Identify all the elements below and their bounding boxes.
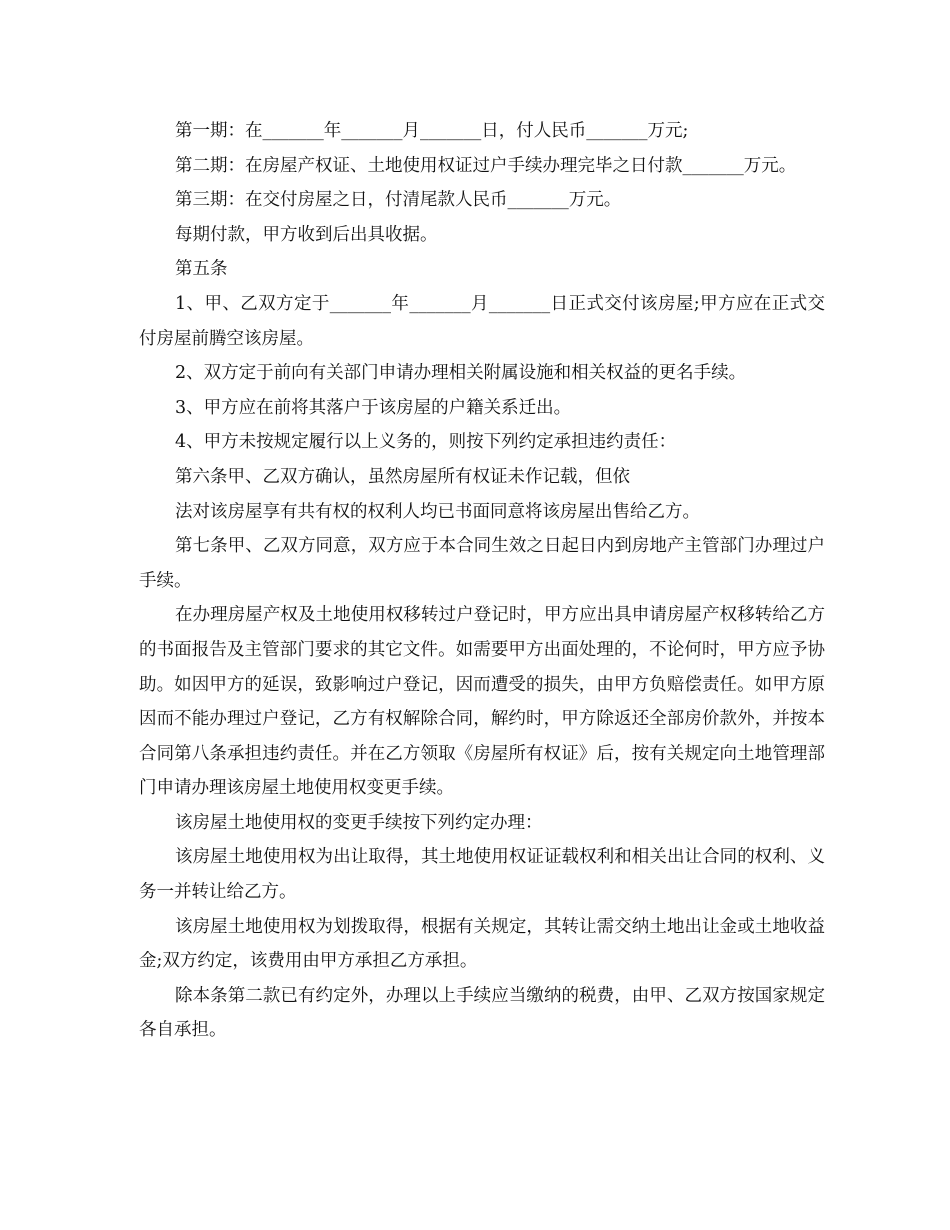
- paragraph-receipt: 每期付款，甲方收到后出具收据。: [175, 224, 438, 245]
- paragraph-land-allocation: 该房屋土地使用权为划拨取得，根据有关规定，其转让需交纳土地出让金或土地收益金;双方约定，该费用由甲方承担乙方承担。: [139, 916, 825, 972]
- article-6-line-1: 第六条甲、乙双方确认，虽然房屋所有权证未作记载，但依: [175, 466, 630, 487]
- paragraph-payment-3: 第三期：在交付房屋之日，付清尾款人民币_______万元。: [175, 190, 622, 211]
- paragraph-land-grant: 该房屋土地使用权为出让取得，其土地使用权证证载权利和相关出让合同的权利、义务一并转让给乙方。: [139, 847, 825, 903]
- article-5-item-4: 4、甲方未按规定履行以上义务的，则按下列约定承担违约责任：: [175, 432, 677, 453]
- article-5-item-1: 1、甲、乙双方定于_______年_______月_______日正式交付该房屋;甲方应在正式交付房屋前腾空该房屋。: [139, 293, 825, 349]
- paragraph-land-change-intro: 该房屋土地使用权的变更手续按下列约定办理：: [175, 812, 543, 833]
- article-6-line-2: 法对该房屋享有共有权的权利人均已书面同意将该房屋出售给乙方。: [175, 501, 700, 522]
- document-page: [139, 114, 825, 1048]
- paragraph-payment-1: 第一期：在_______年_______月_______日，付人民币_______万元;: [175, 121, 689, 141]
- article-7: 第七条甲、乙双方同意，双方应于本合同生效之日起日内到房地产主管部门办理过户手续。: [139, 536, 825, 591]
- paragraph-payment-2: 第二期：在房屋产权证、土地使用权证过户手续办理完毕之日付款_______万元。: [175, 155, 797, 176]
- paragraph-taxes: 除本条第二款已有约定外，办理以上手续应当缴纳的税费，由甲、乙双方按国家规定各自承担。: [139, 985, 825, 1041]
- article-5-item-3: 3、甲方应在前将其落户于该房屋的户籍关系迁出。: [175, 397, 572, 418]
- article-5-heading: 第五条: [175, 259, 228, 280]
- paragraph-transfer-registration: 在办理房屋产权及土地使用权移转过户登记时，甲方应出具申请房屋产权移转给乙方的书面报告及主管部门要求的其它文件。如需要甲方出面处理的，不论何时，甲方应予协助。如因甲方的延误，致影响过户登记，因而遭受的损失，由甲方负赔偿责任。如甲方原因而不能办理过户登记，乙方有权解除合同，解约时，甲方除返还全部房价款外，并按本合同第八条承担违约责任。并在乙方领取《房屋所有权证》后，按有关规定向土地管理部门申请办理该房屋土地使用权变更手续。: [139, 605, 825, 799]
- article-5-item-2: 2、双方定于前向有关部门申请办理相关附属设施和相关权益的更名手续。: [175, 363, 747, 384]
